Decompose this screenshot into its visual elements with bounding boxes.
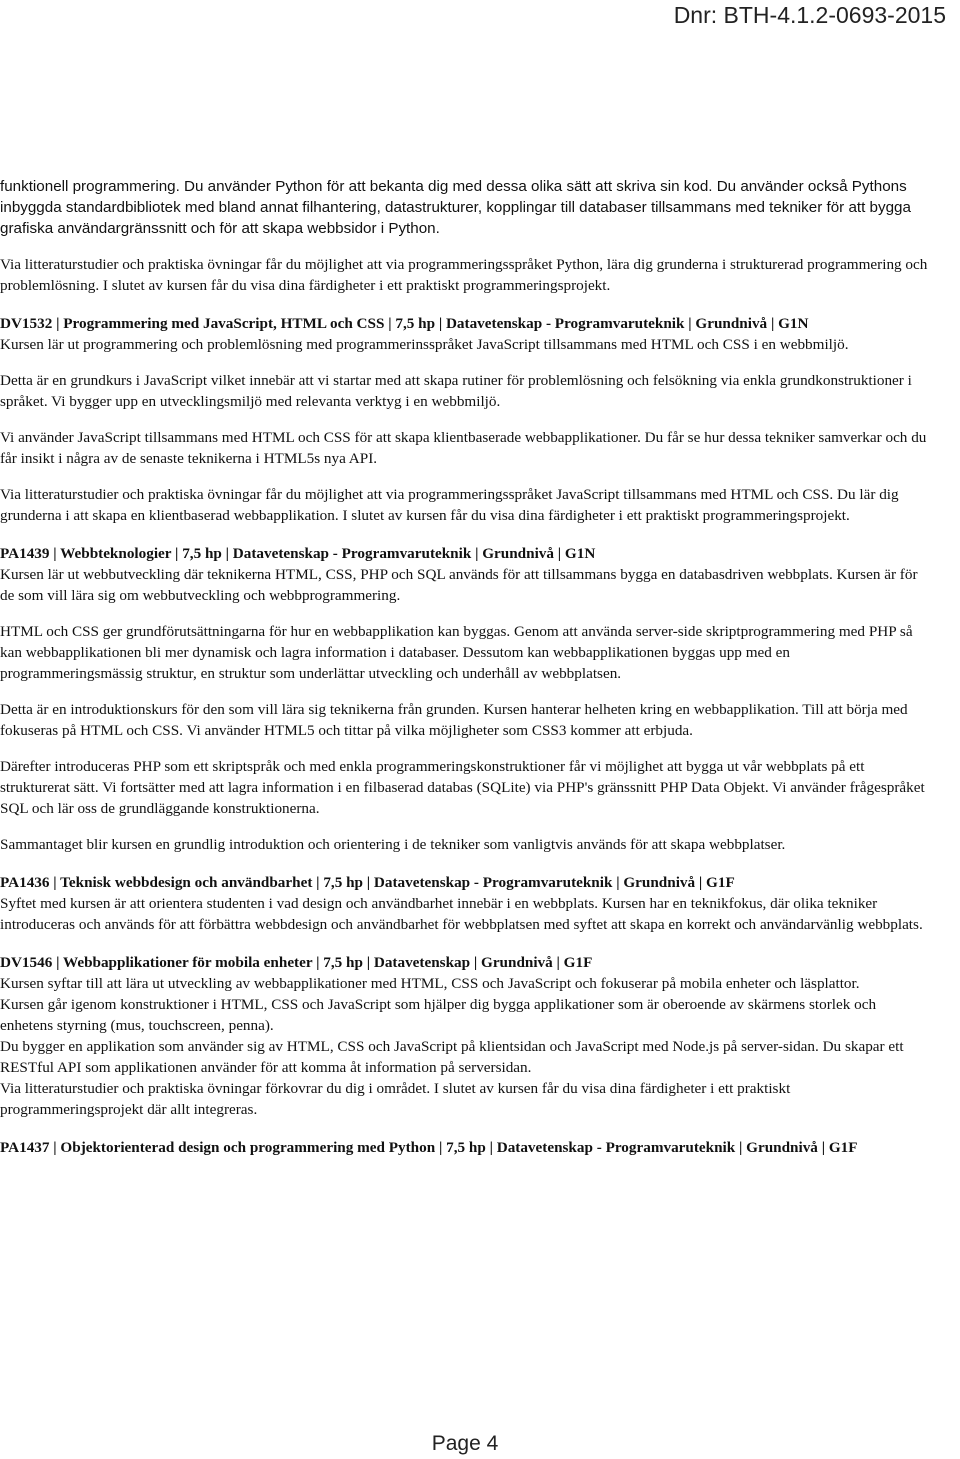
course-paragraph: Kursen lär ut programmering och problemlösning med programmerinsspråket JavaScript tillsammans med HTML och CSS i en webbmiljö. bbox=[0, 336, 849, 353]
course-paragraph: Syftet med kursen är att orientera studenten i vad design och användbarhet innebär i en webbplats. Kursen har en teknikfokus, där olika tekniker introduceras och används för att förbättra webbdesign och användbarhet för webbplatsen med syftet att skapa en korrekt och användarvänlig webbplats. bbox=[0, 895, 923, 933]
course-paragraph: Kursen syftar till att lära ut utveckling av webbapplikationer med HTML, CSS och JavaScript och fokuserar på mobila enheter och läsplattor. bbox=[0, 975, 860, 992]
course-paragraph: Sammantaget blir kursen en grundlig introduktion och orientering i de tekniker som vanligtvis används för att skapa webbplatser. bbox=[0, 836, 786, 853]
course-heading-pa1436: PA1436 | Teknisk webbdesign och användbarhet | 7,5 hp | Datavetenskap - Programvaruteknik | Grundnivå | G1F bbox=[0, 874, 735, 891]
course-heading-dv1532: DV1532 | Programmering med JavaScript, HTML och CSS | 7,5 hp | Datavetenskap - Programvaruteknik | Grundnivå | G1N bbox=[0, 315, 809, 332]
course-paragraph: Kursen lär ut webbutveckling där teknikerna HTML, CSS, PHP och SQL används för att tillsammans bygga en databasdriven webbplats. Kursen är för de som vill lära sig om webbutveckling och webbprogrammering. bbox=[0, 566, 918, 604]
document-number: Dnr: BTH-4.1.2-0693-2015 bbox=[673, 2, 946, 28]
course-paragraph: Via litteraturstudier och praktiska övningar får du möjlighet att via programmeringsspråket JavaScript tillsammans med HTML och CSS. Du lär dig grunderna i att skapa en klientbaserad webbapplikation. I slutet av kursen får du visa dina färdigheter i ett praktiskt programmeringsprojekt. bbox=[0, 486, 899, 524]
intro-paragraph: Via litteraturstudier och praktiska övningar får du möjlighet att via programmeringsspråket Python, lära dig grunderna i strukturerad programmering och problemlösning. I slutet av kursen får du visa dina färdigheter i ett praktiskt programmeringsprojekt. bbox=[0, 256, 928, 294]
course-paragraph: Därefter introduceras PHP som ett skriptspråk och med enkla programmeringskonstruktioner får vi möjlighet att bygga ut vår webbplats på ett strukturerat sätt. Vi fortsätter med att lagra information i en filbaserad databas (SQLite) via PHP's gränssnitt PHP Data Objekt. Vi använder frågespråket SQL och lär oss de grundläggande konstruktionerna. bbox=[0, 758, 925, 817]
course-paragraph: Via litteraturstudier och praktiska övningar förkovrar du dig i området. I slutet av kursen får du visa dina färdigheter i ett praktiskt programmeringsprojekt där allt integreras. bbox=[0, 1080, 791, 1118]
course-heading-pa1437: PA1437 | Objektorienterad design och programmering med Python | 7,5 hp | Datavetenskap - Programvaruteknik | Grundnivå | G1F bbox=[0, 1139, 858, 1156]
course-heading-dv1546: DV1546 | Webbapplikationer för mobila enheter | 7,5 hp | Datavetenskap | Grundnivå | G1F bbox=[0, 954, 593, 971]
course-paragraph: Detta är en introduktionskurs för den som vill lära sig teknikerna från grunden. Kursen hanterar helheten kring en webbapplikation. Till att börja med fokuseras på HTML och CSS. Vi använder HTML5 och tittar på vilka möjligheter som CSS3 kommer att erbjuda. bbox=[0, 701, 908, 739]
course-heading-pa1439: PA1439 | Webbteknologier | 7,5 hp | Datavetenskap - Programvaruteknik | Grundnivå | G1N bbox=[0, 545, 596, 562]
course-paragraph: Vi använder JavaScript tillsammans med HTML och CSS för att skapa klientbaserade webbapplikationer. Du får se hur dessa tekniker samverkar och du får insikt i några av de senaste teknikerna i HTML5s nya API. bbox=[0, 429, 927, 467]
course-paragraph: Kursen går igenom konstruktioner i HTML, CSS och JavaScript som hjälper dig bygga applikationer som är oberoende av skärmens storlek och enhetens styrning (mus, touchscreen, penna). bbox=[0, 996, 877, 1034]
course-paragraph: HTML och CSS ger grundförutsättningarna för hur en webbapplikation kan byggas. Genom att använda server-side skriptprogrammering med PHP så kan webbapplikationen bli mer dynamisk och lagra information i databaser. Dessutom kan webbapplikationen byggas upp med en programmeringsmässig struktur, en struktur som underlättar utveckling och underhåll av webbplatsen. bbox=[0, 623, 913, 682]
page-content bbox=[0, 176, 930, 1158]
page-number: Page 4 bbox=[431, 1432, 499, 1455]
course-paragraph: Detta är en grundkurs i JavaScript vilket innebär att vi startar med att skapa rutiner för problemlösning och felsökning via enkla grundkonstruktioner i språket. Vi bygger upp en utvecklingsmiljö med relevanta verktyg i en webbmiljö. bbox=[0, 372, 912, 410]
intro-paragraph: funktionell programmering. Du använder Python för att bekanta dig med dessa olika sätt att skriva sin kod. Du använder också Pythons inbyggda standardbibliotek med bland annat filhantering, datastrukturer, kopplingar till databaser tillsammans med tekniker för att bygga grafiska användargränssnitt och för att skapa webbsidor i Python. bbox=[0, 178, 911, 237]
course-paragraph: Du bygger en applikation som använder sig av HTML, CSS och JavaScript på klientsidan och JavaScript med Node.js på server-sidan. Du skapar ett RESTful API som applikationen använder för att komma åt information på serversidan. bbox=[0, 1038, 904, 1076]
